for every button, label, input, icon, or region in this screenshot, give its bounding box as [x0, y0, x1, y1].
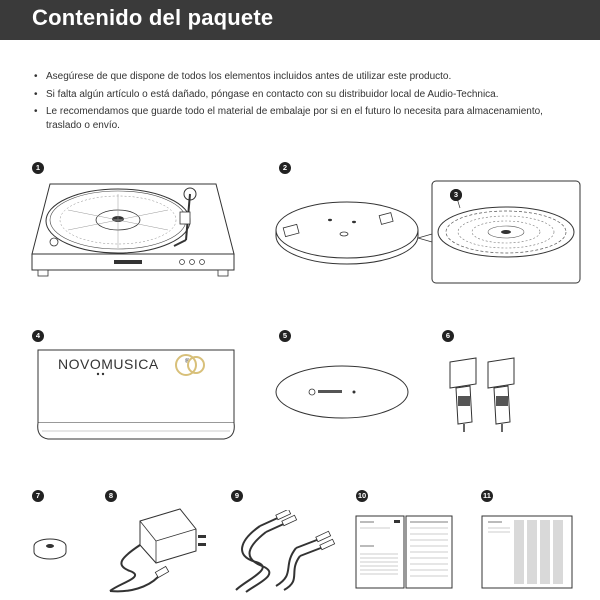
- page-title: Contenido del paquete: [32, 5, 274, 30]
- ac-adapter-illustration: [100, 505, 210, 597]
- box-logo-registered: ®: [185, 359, 190, 365]
- headshells-illustration: [438, 356, 528, 436]
- item-number-3: 3: [450, 189, 462, 201]
- bullet-text: Le recomendamos que guarde todo el material de embalaje por si en el futuro lo necesita para almacenamiento, traslado o envío.: [46, 106, 543, 131]
- item-number-7: 7: [32, 490, 44, 502]
- platter-illustration: [270, 188, 430, 278]
- rca-cable-illustration: [226, 510, 338, 596]
- box-logo-text: NOVOMUSICA: [58, 356, 159, 372]
- page-header: [0, 0, 600, 40]
- bullet-item: [32, 88, 572, 102]
- item-number-1: 1: [32, 162, 44, 174]
- item-number-4: 4: [32, 330, 44, 342]
- slipmat-illustration: [272, 362, 412, 422]
- bullet-text: Si falta algún artículo o está dañado, póngase en contacto con su distribuidor local de Audio-Technica.: [46, 88, 499, 100]
- item-number-6: 6: [442, 330, 454, 342]
- item-number-10: 10: [357, 491, 367, 500]
- item-number-11: 11: [481, 490, 493, 502]
- adapter-45-illustration: [28, 532, 72, 566]
- bullet-text: Asegúrese de que dispone de todos los elementos incluidos antes de utilizar este producto.: [46, 71, 452, 82]
- platter-detail-inset: [418, 178, 584, 286]
- manual-illustration: [354, 514, 454, 592]
- bullet-item: [32, 105, 572, 132]
- instruction-list: [32, 70, 572, 136]
- item-number-8: 8: [105, 490, 117, 502]
- bullet-symbol: •: [34, 106, 38, 117]
- turntable-illustration: [28, 176, 238, 286]
- bullet-symbol: •: [34, 88, 38, 100]
- novomusica-box-illustration: [28, 345, 238, 445]
- bullet-symbol: •: [34, 71, 38, 82]
- bullet-item: [32, 70, 572, 84]
- leaflet-illustration: [480, 514, 576, 592]
- item-number-9: 9: [231, 490, 243, 502]
- item-number-5: 5: [279, 330, 291, 342]
- item-number-2: 2: [279, 162, 291, 174]
